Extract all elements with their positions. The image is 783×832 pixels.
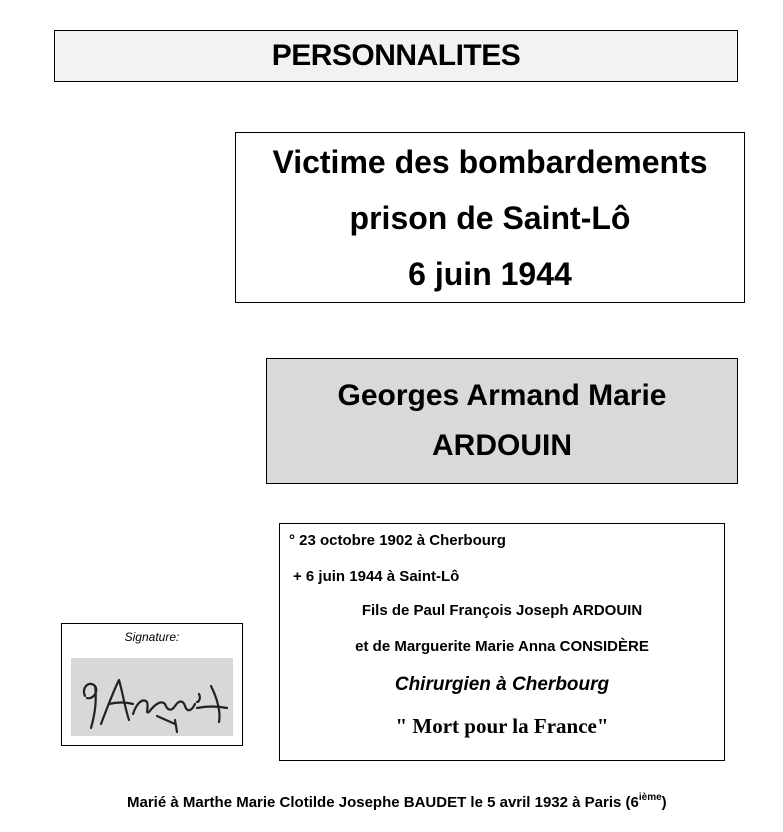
death-line: + 6 juin 1944 à Saint-Lô <box>293 568 460 585</box>
person-surname: ARDOUIN <box>432 429 572 462</box>
signature-image <box>71 658 233 736</box>
marriage-text: Marié à Marthe Marie Clotilde Josephe BAUDET le 5 avril 1932 à Paris (6 <box>127 794 639 811</box>
profession-line: Chirurgien à Cherbourg <box>394 674 610 695</box>
father-line: Fils de Paul François Joseph ARDOUIN <box>361 602 643 619</box>
marriage-arrondissement-suffix: ième <box>638 792 662 803</box>
signature-caption: Signature: <box>124 630 180 644</box>
mention-line: " Mort pour la France" <box>395 714 609 738</box>
victim-box <box>235 132 745 303</box>
victim-line-1: Victime des bombardements <box>272 143 708 180</box>
marriage-line <box>127 792 667 811</box>
mother-line: et de Marguerite Marie Anna CONSIDÈRE <box>355 638 649 655</box>
person-given-names: Georges Armand Marie <box>337 379 667 412</box>
victim-line-2: prison de Saint-Lô <box>349 199 631 236</box>
victim-date: 6 juin 1944 <box>408 255 572 292</box>
marriage-closing-paren: ) <box>661 794 667 811</box>
biography-box <box>279 523 725 761</box>
signature-handwriting <box>71 658 233 736</box>
header-title-box <box>54 30 738 82</box>
birth-line: ° 23 octobre 1902 à Cherbourg <box>289 532 506 549</box>
page-title: PERSONNALITES <box>271 39 521 72</box>
person-name-box <box>266 358 738 484</box>
signature-box <box>61 623 243 746</box>
